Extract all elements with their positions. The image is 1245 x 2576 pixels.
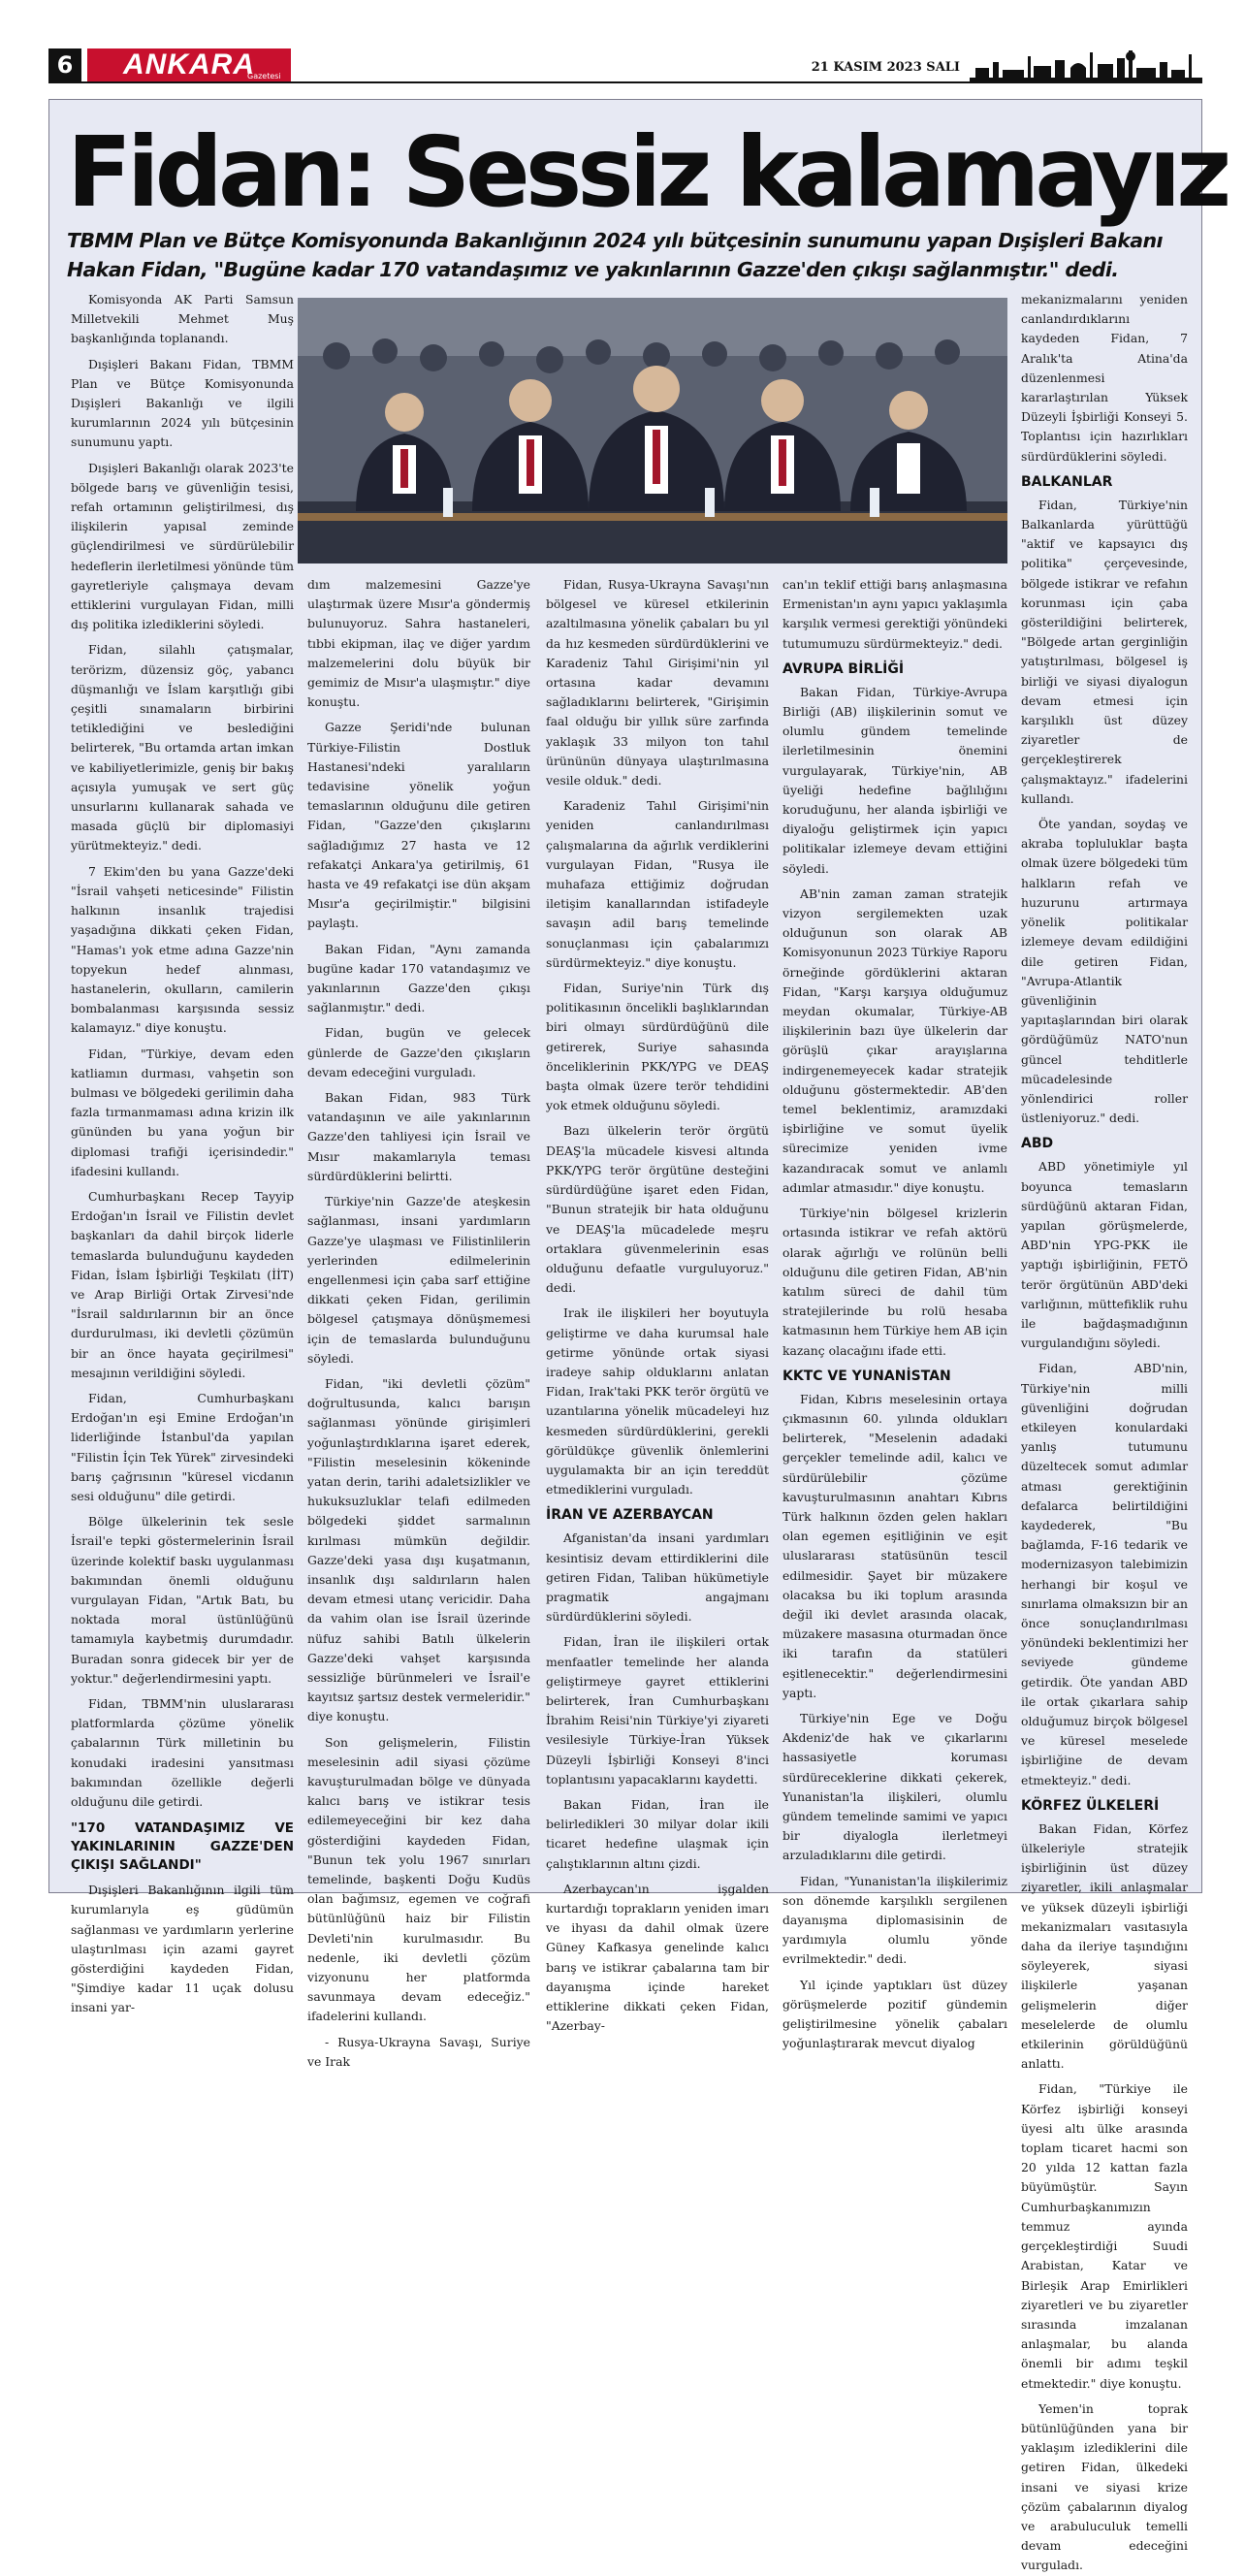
paragraph: Fidan, Cumhurbaşkanı Erdoğan'ın eşi Emine Erdoğan'ın liderliğinde İstanbul'da yapılan "Filistin İçin Tek Yürek" zirvesindeki barış çağrısının "küresel vicdanın sesi olduğunu" dile getirdi. — [71, 1390, 294, 1503]
paragraph: Irak ile ilişkileri her boyutuyla geliştirme ve daha kurumsal hale getirme yönünde ortak siyasi iradeye sahip olduklarını anlatan Fidan, Irak'taki PKK terör örgütü ve uzantılarına yönelik mücadeleyi hız kesmeden sürdürdüklerini, gerekli görüldükçe güvenlik önlemlerini uygulamakta bir an için tereddüt etmediklerini vurguladı. — [546, 1305, 769, 1497]
column-5 — [1021, 290, 1188, 2573]
paragraph: dım malzemesini Gazze'ye ulaştırmak üzere Mısır'a göndermiş bulunuyoruz. Sahra hastaneleri, tıbbi ekipman, ilaç ve diğer yardım malzemelerini dolu büyük bir gemimiz de Mısır'a ulaşmıştır." diye konuştu. — [307, 577, 530, 710]
paragraph: Bakan Fidan, 983 Türk vatandaşının ve aile yakınlarının Gazze'den tahliyesi için İsrail ve Mısır makamlarıyla teması sürdürdüklerini belirtti. — [307, 1090, 530, 1183]
paragraph: Fidan, "Türkiye ile Körfez işbirliği konseyi üyesi altı ülke arasında toplam ticaret hacmi son 20 yılda 12 kattan fazla büyümüştür. Sayın Cumhurbaşkanımızın temmuz ayında gerçekleştirdiği Suudi Arabistan, Katar ve Birleşik Arap Emirlikleri ziyaretleri ve bu ziyaretler sırasında imzalanan anlaşmalar, bu alanda önemli bir adımı teşkil etmektedir." diye konuştu. — [1021, 2081, 1188, 2391]
paragraph: Bakan Fidan, Körfez ülkeleriyle stratejik işbirliğinin üst düzey ziyaretler, ikili anlaşmalar ve yüksek düzeyli işbirliği mekanizmaları vasıtasıyla daha da ileriye taşındığını söyleyerek, siyasi ilişkilerle yaşanan gelişmelerin diğer meselelerde de olumlu etkilerinin görüldüğünü anlattı. — [1021, 1820, 1188, 2072]
paragraph: Bakan Fidan, Türkiye-Avrupa Birliği (AB) ilişkilerinin somut ve olumlu gündem temelinde ilerletilmesinin önemini vurgulayarak, Türkiye'nin, AB üyeliği hedefine bağlılığını koruduğunu, her alanda işbirliği ve diyaloğu geliştirmek için yapıcı politikalar izlemeye devam ettiğini söyledi. — [782, 684, 1007, 876]
paragraph: Fidan, "iki devletli çözüm" doğrultusunda, kalıcı barışın sağlanması yönünde girişimleri yoğunlaştırdıklarına işaret ederek, "Filistin meselesinin kökeninde yatan derin, tarihi adaletsizlikler ve hukuksuzluklar telafi edilmeden bölgedeki şiddet sarmalının kırılması mümkün değildir. Gazze'deki yasa dışı kuşatmanın, insanlık dışı saldırıların halen devam etmesi utanç vericidir. Daha da vahim olan ise İsrail üzerinde nüfuz sahibi Batılı ülkelerin Gazze'deki vahşet karşısında sessizliğe bürünmeleri ve İsrail'e kayıtsız şartsız destek vermeleridir." diye konuştu. — [307, 1375, 530, 1724]
column-3 — [546, 575, 769, 2034]
paragraph: Fidan, Türkiye'nin Balkanlarda yürüttüğü "aktif ve kapsayıcı dış politika" çerçevesinde, bölgede istikrar ve refahın korunması için çaba gösterildiğini belirterek, "Bölgede artan gerginliğin yatıştırılması, bölgesel iş birliği ve siyasi diyalogun devam etmesi için karşılıklı üst düzey ziyaretler de gerçekleştirerek çalışmaktayız." ifadelerini kullandı. — [1021, 497, 1188, 806]
paragraph: Türkiye'nin bölgesel krizlerin ortasında istikrar ve refah aktörü olarak ağırlığı ve rolünün belli olduğunu dile getiren Fidan, AB'nin katılım süreci de dahil tüm stratejilerinde bu rolü hesaba katmasının hem Türkiye hem AB için kazanç olacağını ifade etti. — [782, 1206, 1007, 1358]
section-heading-abd: ABD — [1021, 1136, 1054, 1152]
paragraph: Karadeniz Tahıl Girişimi'nin yeniden canlandırılması çalışmalarına da ağırlık verdiklerini vurgulayan Fidan, "Rusya ile muhafaza ettiğimiz doğrudan iletişim kanallarından istifadeyle savaşın adil barış temelinde sonuçlanması için çabalarımızı sürdürmekteyiz." diye konuştu. — [546, 798, 769, 970]
subheadline: TBMM Plan ve Bütçe Komisyonunda Bakanlığının 2024 yılı bütçesinin sunumunu yapan Dışişleri Bakanı Hakan Fidan, "Bugüne kadar 170 vatandaşımız ve yakınlarının Gazze'den çıkışı sağlanmıştır." dedi. — [67, 229, 1163, 281]
column-4 — [782, 575, 1007, 2051]
section-heading-kktc: KKTC VE YUNANİSTAN — [782, 1368, 951, 1384]
section-heading-iran: İRAN VE AZERBAYCAN — [546, 1507, 714, 1524]
paragraph: Afganistan'da insani yardımları kesintisiz devam ettirdiklerini dile getiren Fidan, Taliban hükümetiyle pragmatik angajmanı sürdürdüklerini söyledi. — [546, 1530, 769, 1625]
paragraph: Dışişleri Bakanı Fidan, TBMM Plan ve Bütçe Komisyonunda Dışişleri Bakanlığı ve ilgili kurumlarının 2024 yılı bütçesinin sunumunu yaptı. — [71, 356, 294, 450]
paragraph: Dışişleri Bakanlığı olarak 2023'te bölgede barış ve güvenliğin tesisi, refah ortamının geliştirilmesi, dış ilişkilerin yapısal zeminde güçlendirilmesi ve sürdürülebilir hedeflerin ilerletilmesi yönünde tüm gayretleriyle çalışmaya devam ettiklerini vurgulayan Fidan, milli dış politika izlediklerini söyledi. — [71, 460, 294, 632]
logo-subtitle: Gazetesi — [247, 72, 281, 80]
masthead — [48, 48, 1202, 81]
article-panel — [48, 99, 1228, 2573]
meeting-photo-icon — [298, 298, 1007, 564]
masthead-rule — [48, 81, 1202, 83]
section-heading-korfez: KÖRFEZ ÜLKELERİ — [1021, 1797, 1160, 1814]
paragraph: can'ın teklif ettiği barış anlaşmasına Ermenistan'ın aynı yapıcı yaklaşımla karşılık vermesi gerektiği yönündeki tutumumuzu sürdürmekteyiz." dedi. — [782, 577, 1007, 651]
paragraph: Bazı ülkelerin terör örgütü DEAŞ'la mücadele kisvesi altında PKK/YPG terör örgütüne desteğini sürdürdüğüne işaret eden Fidan, "Bunun stratejik bir hata olduğunu ve DEAŞ'la mücadelede meşru ortaklara güvenmelerinin esas olduğunu defaatle vurguluyoruz." dedi. — [546, 1123, 769, 1296]
paragraph: Fidan, "Türkiye, devam eden katliamın durması, vahşetin son bulması ve bölgedeki gerilimin daha fazla tırmanmaması adına krizin ilk gününden bu yana yoğun bir diplomasi trafiği içerisindedir." ifadesini kullandı. — [71, 1046, 294, 1178]
paragraph: ABD yönetimiyle yıl boyunca temasların sürdüğünü aktaran Fidan, yapılan görüşmelerde, ABD'nin YPG-PKK ile yaptığı işbirliğinin, FETÖ terör örgütünün ABD'deki varlığının, müttefiklik ruhu ile bağdaşmadığının vurgulandığını söyledi. — [1021, 1159, 1188, 1351]
column-2 — [307, 575, 530, 2069]
paragraph: Öte yandan, soydaş ve akraba topluluklar başta olmak üzere bölgedeki tüm halkların refah ve huzurunu artırmaya yönelik politikalar izlemeye devam edildiğini dile getiren Fidan, "Avrupa-Atlantik güvenliğinin yapıtaşlarından biri olarak gördüğümüz NATO'nun güncel tehditlerle mücadelesinde yönlendirici roller üstleniyoruz." dedi. — [1021, 817, 1188, 1126]
paragraph: Fidan, bugün ve gelecek günlerde de Gazze'den çıkışların devam edeceğini vurguladı. — [307, 1025, 530, 1079]
section-heading-balkan: BALKANLAR — [1021, 473, 1113, 490]
paragraph: Fidan, Kıbrıs meselesinin ortaya çıkmasının 60. yılında oldukları belirterek, "Meselenin adadaki gerçekler temelinde adil, kalıcı ve sürdürülebilir çözüme kavuşturulmasının anahtarı Kıbrıs Türk halkının özden gelen hakları olan egemen eşitliğinin ve eşit uluslararası statüsünün tescil edilmesidir. Şayet bir müzakere olacaksa bu iki toplum arasında değil iki devlet arasında olacak, müzakere masasına oturmadan önce iki tarafın da statüleri eşitlenecektir." değerlendirmesini yaptı. — [782, 1391, 1007, 1700]
paragraph: Son gelişmelerin, Filistin meselesinin adil siyasi çözüme kavuşturulmadan bölge ve dünyada kalıcı barış ve istikrar tesis edilemeyeceğini bir kez daha gösterdiğini kaydeden Fidan, "Bunun tek yolu 1967 sınırları temelinde, başkenti Doğu Kudüs olan bağımsız, egemen ve coğrafi bütünlüğünü haiz bir Filistin Devleti'nin kurulmasıdır. Bu nedenle, iki devletli çözüm vizyonunu her platformda savunmaya devam edeceğiz." ifadelerini kullandı. — [307, 1734, 530, 2024]
paragraph: Fidan, "Yunanistan'la ilişkilerimiz son dönemde karşılıklı sergilenen dayanışma diplomasisinin de yardımıyla olumlu yönde evrilmektedir." dedi. — [782, 1873, 1007, 1967]
paragraph: Türkiye'nin Ege ve Doğu Akdeniz'de hak ve çıkarlarını hassasiyetle koruması sürdüreceklerine dikkati çekerek, Yunanistan'la ilişkileri, olumlu gündem temelinde samimi ve yapıcı bir diyalogla ilerletmeyi arzuladıklarını dile getirdi. — [782, 1710, 1007, 1863]
paragraph: Fidan, TBMM'nin uluslararası platformlarda çözüme yönelik çabalarının Türk milletinin bu konudaki iradesini yansıtması bakımından özellikle değerli olduğunu dile getirdi. — [71, 1696, 294, 1810]
paragraph: Fidan, ABD'nin, Türkiye'nin milli güvenliğini doğrudan etkileyen konulardaki yanlış tutumunu düzeltecek somut adımlar atması gerektiğinin defalarca belirtildiğini kaydederek, "Bu bağlamda, F-16 tedarik ve modernizasyon talebimizin herhangi bir koşul ve sınırlama olmaksızın bir an önce sonuçlandırılması yönündeki beklentimizi her seviyede gündeme getirdik. Öte yandan ABD ile ortak çıkarlara sahip olduğumuz birçok bölgesel ve küresel meselede işbirliğine de devam etmekteyiz." dedi. — [1021, 1361, 1188, 1787]
paragraph: mekanizmalarını yeniden canlandırdıklarını kaydeden Fidan, 7 Aralık'ta Atina'da düzenlenmesi kararlaştırılan Yüksek Düzeyli İşbirliği Konseyi 5. Toplantısı için hazırlıkları sürdürdüklerini söyledi. — [1021, 292, 1188, 464]
paragraph: Yemen'in toprak bütünlüğünden yana bir yaklaşım izlediklerini dile getiren Fidan, ülkedeki insani ve siyasi krize çözüm çabalarının diyalog ve arabuluculuk temelli devam edeceğini vurguladı. — [1021, 2400, 1188, 2573]
paragraph: Cumhurbaşkanı Recep Tayyip Erdoğan'ın İsrail ve Filistin devlet başkanları da dahil birçok liderle temaslarda bulunduğunu kaydeden Fidan, İslam İşbirliği Teşkilatı (İİT) ve Arap Birliği Ortak Zirvesi'nde "İsrail saldırılarının bir an önce durdurulması, iki devletli çözümün bir an önce hayata geçirilmesi" mesajının verildiğini söyledi. — [71, 1188, 294, 1380]
paragraph: Komisyonda AK Parti Samsun Milletvekili Mehmet Muş başkanlığında toplanandı. — [71, 292, 294, 346]
paragraph: Bakan Fidan, "Aynı zamanda bugüne kadar 170 vatandaşımız ve yakınlarının Gazze'den çıkışı sağlanmıştır." dedi. — [307, 941, 530, 1015]
paragraph: Gazze Şeridi'nde bulunan Türkiye-Filistin Dostluk Hastanesi'ndeki yaralıların tedavisine yönelik yoğun temaslarının olduğunu dile getiren Fidan, "Gazze'den çıkışlarını sağladığımız 27 hasta ve 12 refakatçi Ankara'ya getirilmiş, 61 hasta ve 49 refakatçi ise dün akşam Mısır'a geçirilmiştir." bilgisini paylaştı. — [307, 720, 530, 931]
paragraph: Fidan, silahlı çatışmalar, terörizm, düzensiz göç, yabancı düşmanlığı ve İslam karşıtlığı gibi çeşitli sınamaların birbirini tetiklediğini ve beslediğini belirterek, "Bu ortamda artan imkan ve kabiliyetlerimizle, geniş bir bakış açısıyla yumuşak ve sert güç unsurlarını kullanarak sahada ve masada güçlü bir diplomasiyi yürütmekteyiz." dedi. — [71, 642, 294, 853]
paragraph: - Rusya-Ukrayna Savaşı, Suriye ve Irak — [307, 2034, 530, 2069]
paragraph: Dışişleri Bakanlığının ilgili tüm kurumlarıyla eş güdümün sağlanması ve yardımların yerlerine ulaştırılması için azami gayret gösterdiğini kaydeden Fidan, "Şimdiye kadar 11 uçak dolusu insani yar- — [71, 1883, 294, 2015]
issue-date: 21 KASIM 2023 SALI — [811, 60, 960, 75]
paragraph: Azerbaycan'ın işgalden kurtardığı toprakların yeniden imarı ve ihyası da dahil olmak üzere Güney Kafkasya genelinde kalıcı barış ve istikrar çabalarına tam bir dayanışma içinde hareket ettiklerine dikkati çeken Fidan, "Azerbay- — [546, 1881, 769, 2034]
paragraph: Bakan Fidan, İran ile belirledikleri 30 milyar dolar ikili ticaret hedefine ulaşmak için çalıştıklarının altını çizdi. — [546, 1796, 769, 1871]
paragraph: Fidan, İran ile ilişkileri ortak menfaatler temelinde her alanda geliştirmeye gayret ettiklerini belirterek, İran Cumhurbaşkanı İbrahim Reisi'nin Türkiye'yi ziyareti vesilesiyle Türkiye-İran Yüksek Düzeyli İşbirliği Konseyi 8'inci toplantısını yapacaklarını kaydetti. — [546, 1634, 769, 1787]
paragraph: Bölge ülkelerinin tek sesle İsrail'e tepki göstermelerinin İsrail üzerinde kolektif baskı uygulanması bakımından önemli olduğunu vurgulayan Fidan, "Artık Batı, bu noktada moral üstünlüğünü tamamıyla kaybetmiş durumdadır. Buradan sonra gidecek bir yer de yoktur." değerlendirmesini yaptı. — [71, 1514, 294, 1686]
page-number: 6 — [48, 48, 81, 81]
callout-heading: "170 VATANDAŞIMIZ VE YAKINLARININ GAZZE'DEN ÇIKIŞI SAĞLANDI" — [71, 1820, 294, 1874]
section-heading-ab: AVRUPA BİRLİĞİ — [782, 660, 905, 677]
headline: Fidan: Sessiz kalamayız — [67, 115, 1228, 229]
logo-text: ANKARA — [123, 48, 255, 80]
paragraph: Fidan, Rusya-Ukrayna Savaşı'nın bölgesel ve küresel etkilerinin azaltılmasına yönelik çabaları bu yıl da hız kesmeden sürdürdüklerini ve Karadeniz Tahıl Girişimi'nin yıl ortasına kadar devamını sağladıklarını belirterek, "Girişimin faal olduğu bir yıllık süre zarfında yaklaşık 33 milyon ton tahıl ürününün dünyaya ulaştırılmasına vesile olduk." dedi. — [546, 577, 769, 789]
article-photo — [298, 298, 1007, 564]
paragraph: AB'nin zaman zaman stratejik vizyon sergilemekten uzak olduğunun son olarak AB Komisyonunun 2023 Türkiye Raporu örneğinde gördüklerini aktaran Fidan, "Karşı karşıya olduğumuz meydan okumalar, Türkiye-AB ilişkilerinin bazı üye ülkelerin dar görüşlü çıkar arayışlarına indirgenemeyecek kadar stratejik olduğunu göstermektedir. AB'den temel beklentimiz, aramızdaki işbirliğine ve somut üyelik sürecimize yeniden ivme kazandıracak somut ve anlamlı adımlar atmasıdır." diye konuştu. — [782, 886, 1007, 1195]
paragraph: 7 Ekim'den bu yana Gazze'deki "İsrail vahşeti neticesinde" Filistin halkının insanlık trajedisi yaşadığına dikkati çeken Fidan, "Hamas'ı yok etme adına Gazze'nin topyekun hedef alınması, hastanelerin, okulların, camilerin bombalanması karşısında sessiz kalamayız." diye konuştu. — [71, 863, 294, 1036]
column-1 — [71, 290, 294, 2015]
paragraph: Yıl içinde yaptıkları üst düzey görüşmelerde pozitif gündemin geliştirilmesine yönelik çabaları yoğunlaştırarak mevcut diyalog — [782, 1977, 1007, 2051]
paragraph: Türkiye'nin Gazze'de ateşkesin sağlanması, insani yardımların Gazze'ye ulaşması ve Filistinlilerin yerlerinden edilmelerinin engellenmesi için çaba sarf ettiğine dikkati çeken Fidan, gerilimin bölgesel çatışmaya dönüşmemesi için de temaslarda bulunduğunu söyledi. — [307, 1194, 530, 1366]
paragraph: Fidan, Suriye'nin Türk dış politikasının öncelikli başlıklarından biri olmayı sürdürdüğünü dile getirerek, Suriye sahasında önceliklerinin PKK/YPG ve DEAŞ başta olmak üzere terör tehdidini yok etmek olduğunu söyledi. — [546, 981, 769, 1113]
ankara-skyline-icon — [970, 48, 1202, 81]
